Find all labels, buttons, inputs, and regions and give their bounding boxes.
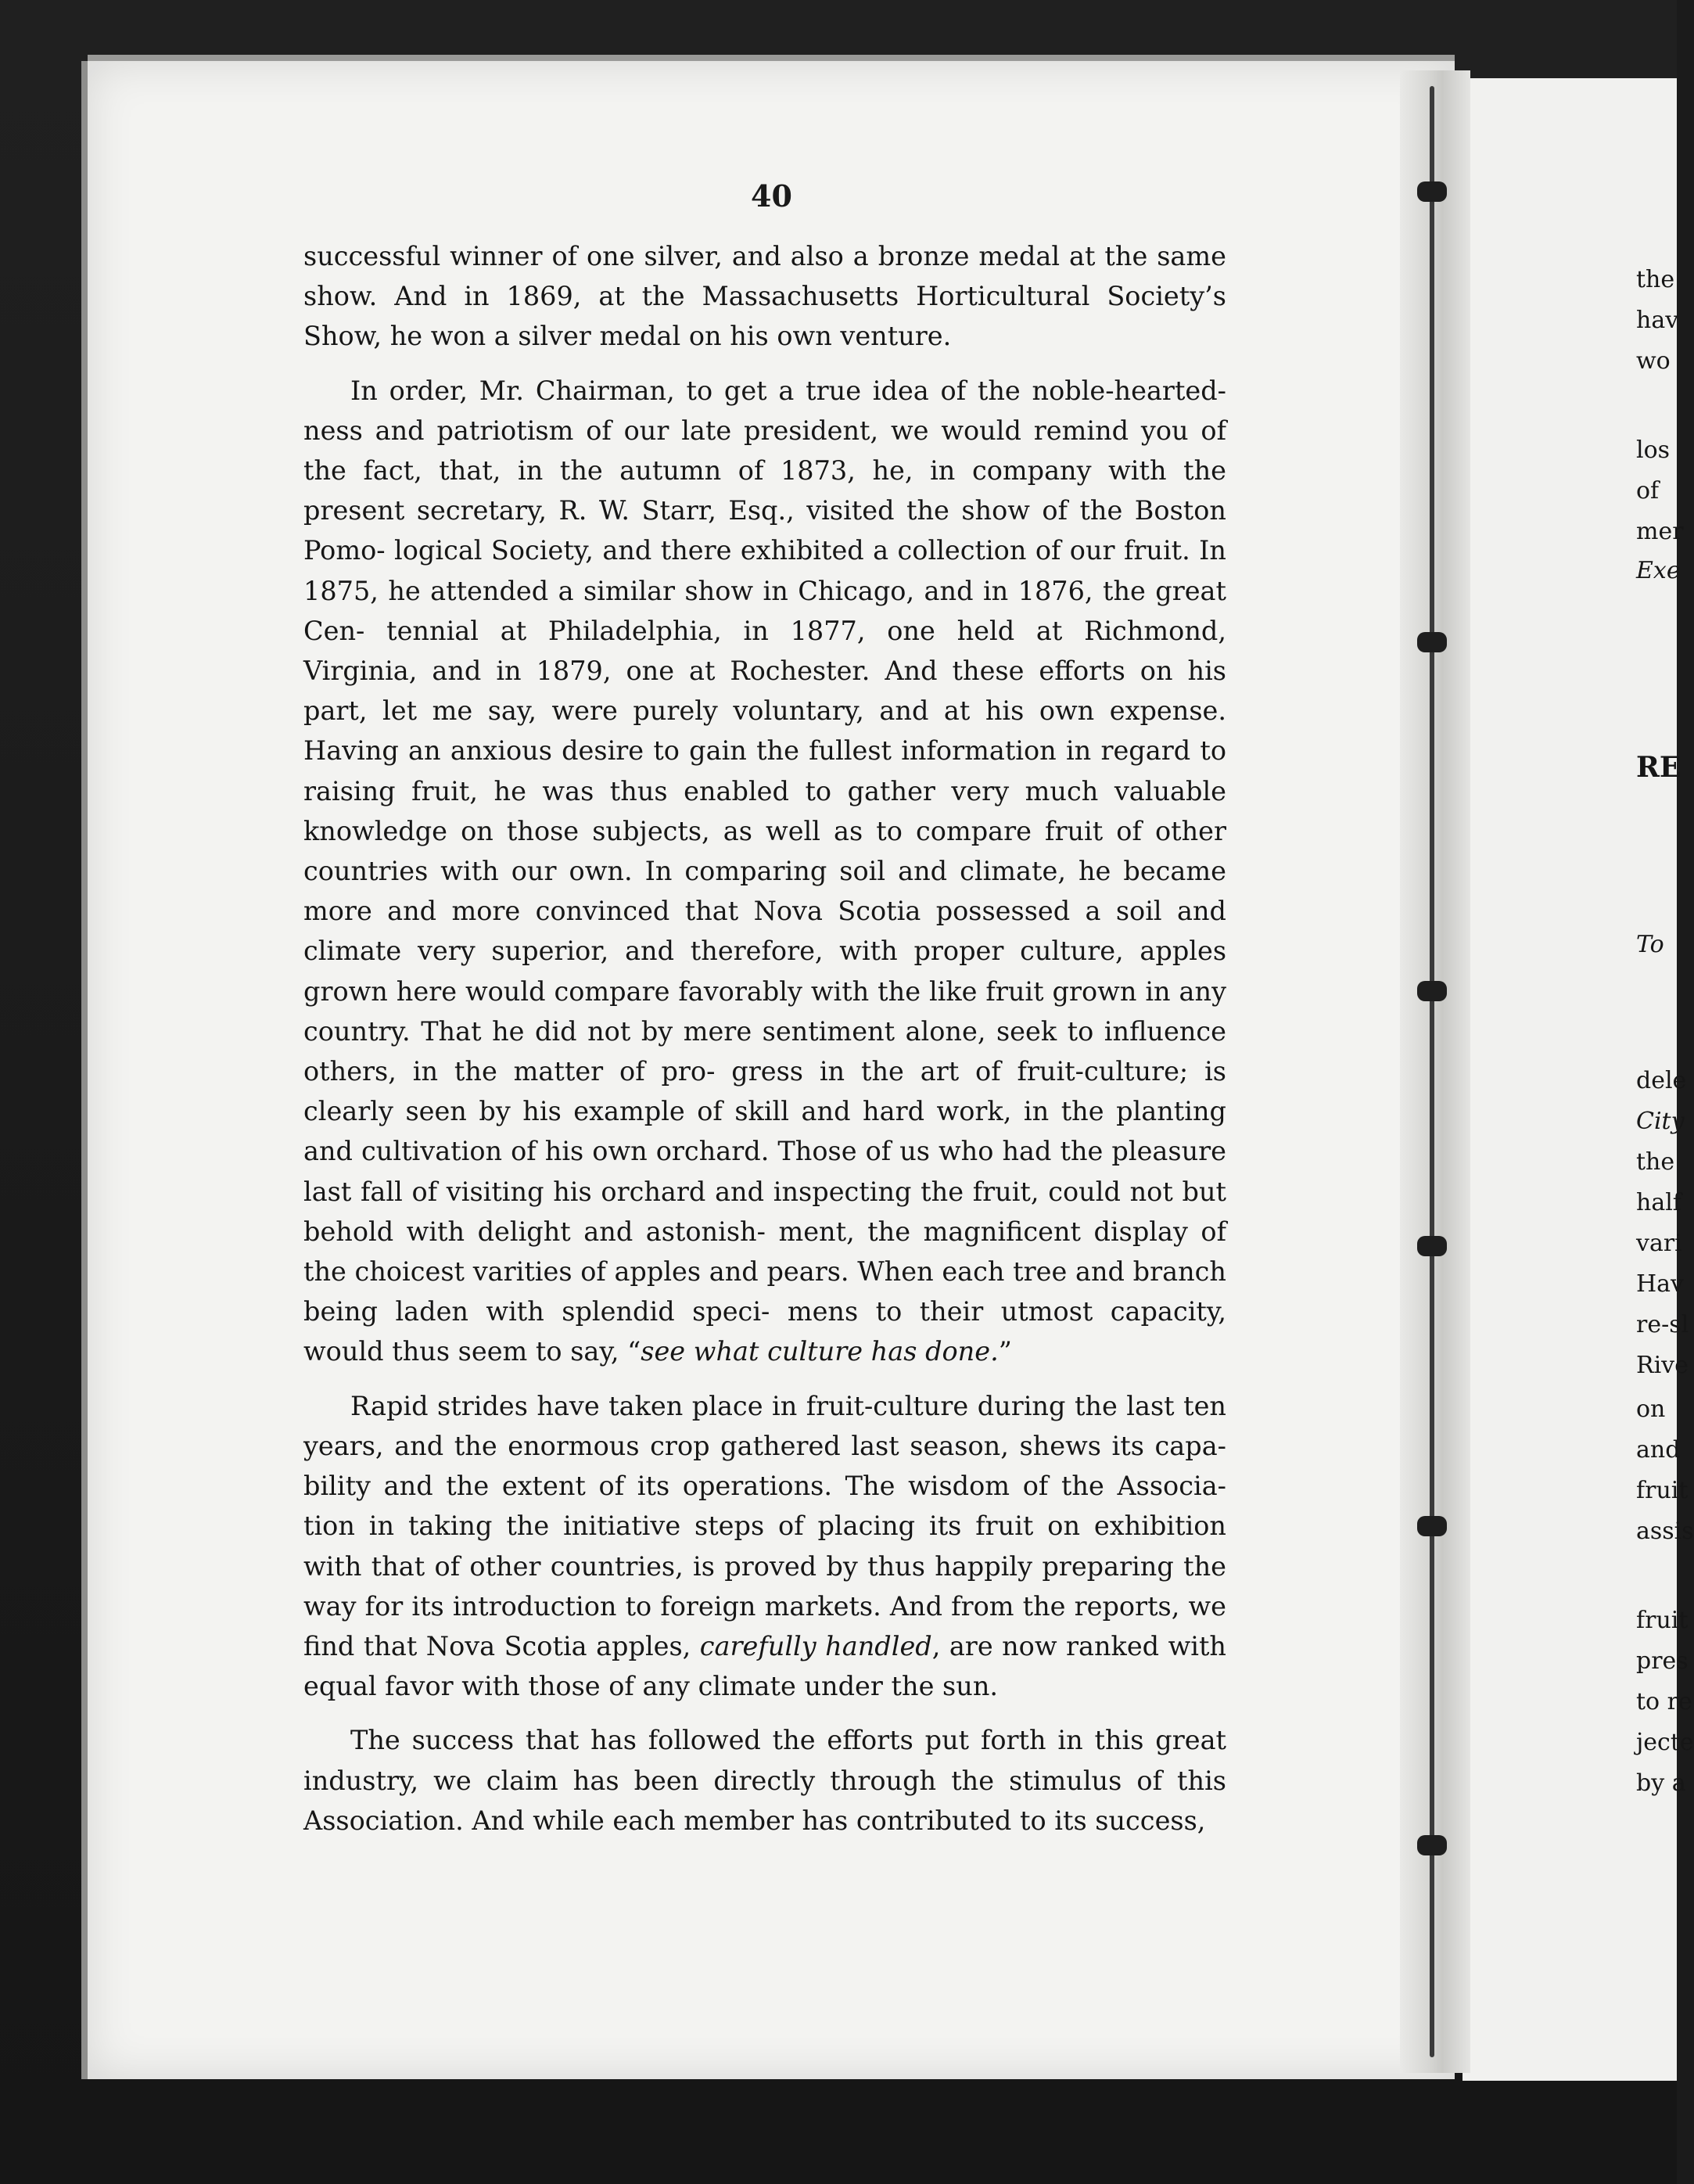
paragraph-4: The success that has followed the efforts put forth in this great industry, we claim has been directly through the stimulus of this Association. And while each member has contributed to its success, (303, 1725, 1226, 1836)
page-body (303, 236, 1226, 1841)
quote-italic: see what culture has done. (641, 1336, 999, 1367)
emphasis-italic: carefully handled (699, 1630, 932, 1661)
binding-stitch (1417, 181, 1447, 202)
book-gutter (1400, 70, 1470, 2073)
binding-stitch (1417, 1516, 1447, 1536)
paragraph-1: successful winner of one silver, and also a bronze medal at the same show. And in 1869, at the Massachusetts Horticultural Society’s Show, he won a silver medal on his own venture. (303, 241, 1226, 352)
page-number: 40 (751, 178, 792, 214)
right-page-text: the hav wo los of mer Exe RE To dele City the half vari Hav re-sl Rive on and fruit assis fruit pres to re jecte by a (1636, 266, 1694, 1797)
paragraph-2: In order, Mr. Chairman, to get a true idea of the noble-hearted- ness and patriotism of our late president, we would remind you of the fact, that, in the autumn of 1873, he, in company with the present secretary, R. W. Starr, Esq., visited the show of the Boston Pomo- logical Society, and there exhibited a collection of our fruit. In 1875, he attended a similar show in Chicago, and in 1876, the great Cen- tennial at Philadelphia, in 1877, one held at Richmond, Virginia, and in 1879, one at Rochester. And these efforts on his part, let me say, were purely voluntary, and at his own expense. Having an anxious desire to gain the fullest information in regard to raising fruit, he was thus enabled to gather very much valuable knowledge on those subjects, as well as to compare fruit of other countries with our own. In comparing soil and climate, he became more and more convinced that Nova Scotia possessed a soil and climate very superior, and therefore, with proper culture, apples grown here would compare favorably with the like fruit grown in any country. That he did not by mere sentiment alone, seek to influence others, in the matter of pro- gress in the art of fruit-culture; is clearly seen by his example of skill and hard work, in the planting and cultivation of his own orchard. Those of us who had the pleasure last fall of visiting his orchard and inspecting the fruit, could not but behold with delight and astonish- ment, the magnificent display of the choicest varities of apples and pears. When each tree and branch being laden with splendid speci- mens to their utmost capacity, would thus seem to say, “see what culture has done.” (303, 375, 1227, 1367)
binding-stitch (1417, 981, 1447, 1001)
paragraph-3: Rapid strides have taken place in fruit-culture during the last ten years, and the enormous crop gathered last season, shews its capa- bility and the extent of its operations. The wisdom of the Associa- tion in taking the initiative steps of placing its fruit on exhibition with that of other countries, is proved by thus happily preparing the way for its introduction to foreign markets. And from the reports, we find that Nova Scotia apples, carefully handled, are now ranked with equal favor with those of any climate under the sun. (303, 1390, 1226, 1702)
binding-stitch (1417, 1835, 1447, 1855)
binding-stitch (1417, 632, 1447, 652)
binding-thread (1430, 86, 1434, 2057)
binding-stitch (1417, 1236, 1447, 1256)
